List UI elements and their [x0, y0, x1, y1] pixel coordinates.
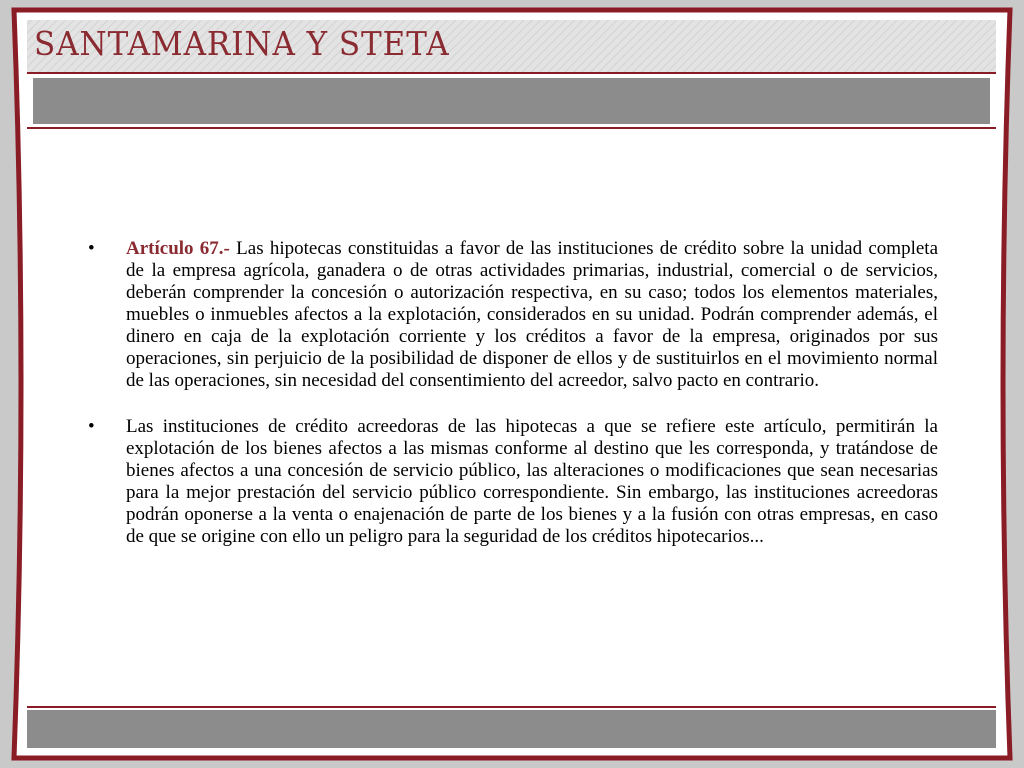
list-item [88, 416, 938, 548]
paragraph [126, 238, 938, 392]
bullet-icon: • [88, 416, 95, 437]
paragraph [126, 416, 938, 548]
brand-logo-text: SANTAMARINA Y STETA [34, 24, 450, 63]
paragraph-text: Las hipotecas constituidas a favor de las instituciones de crédito sobre la unidad completa de la empresa agrícola, ganadera o de otras actividades primarias, industrial, comercial o de servicios, deberán comprender la concesión o autorización respectiva, en su caso; todos los elementos materiales, muebles o inmuebles afectos a la explotación, considerados en su unidad. Podrán comprender además, el dinero en caja de la explotación corriente y los créditos a favor de la empresa, originados por sus operaciones, sin perjuicio de la posibilidad de disponer de ellos y de sustituirlos en el movimiento normal de las operaciones, sin necesidad del consentimiento del acreedor, salvo pacto en contrario. [126, 238, 938, 391]
header-band [33, 78, 990, 124]
paragraph-text: Las instituciones de crédito acreedoras de las hipotecas a que se refiere este artículo, permitirán la explotación de los bienes afectos a las mismas conforme al destino que les corresponda, y tratándose de bienes afectos a una concesión de servicio público, las alteraciones o modificaciones que sean necesarias para la mejor prestación del servicio público correspondiente. Sin embargo, las instituciones acreedoras podrán oponerse a la venta o enajenación de parte de los bienes y a la fusión con otras empresas, en caso de que se origine con ello un peligro para la seguridad de los créditos hipotecarios... [126, 416, 938, 547]
list-item [88, 238, 938, 392]
footer-band [27, 710, 996, 748]
bullet-icon: • [88, 238, 95, 259]
article-title: Artículo 67.- [126, 238, 230, 259]
content-body [88, 238, 938, 572]
